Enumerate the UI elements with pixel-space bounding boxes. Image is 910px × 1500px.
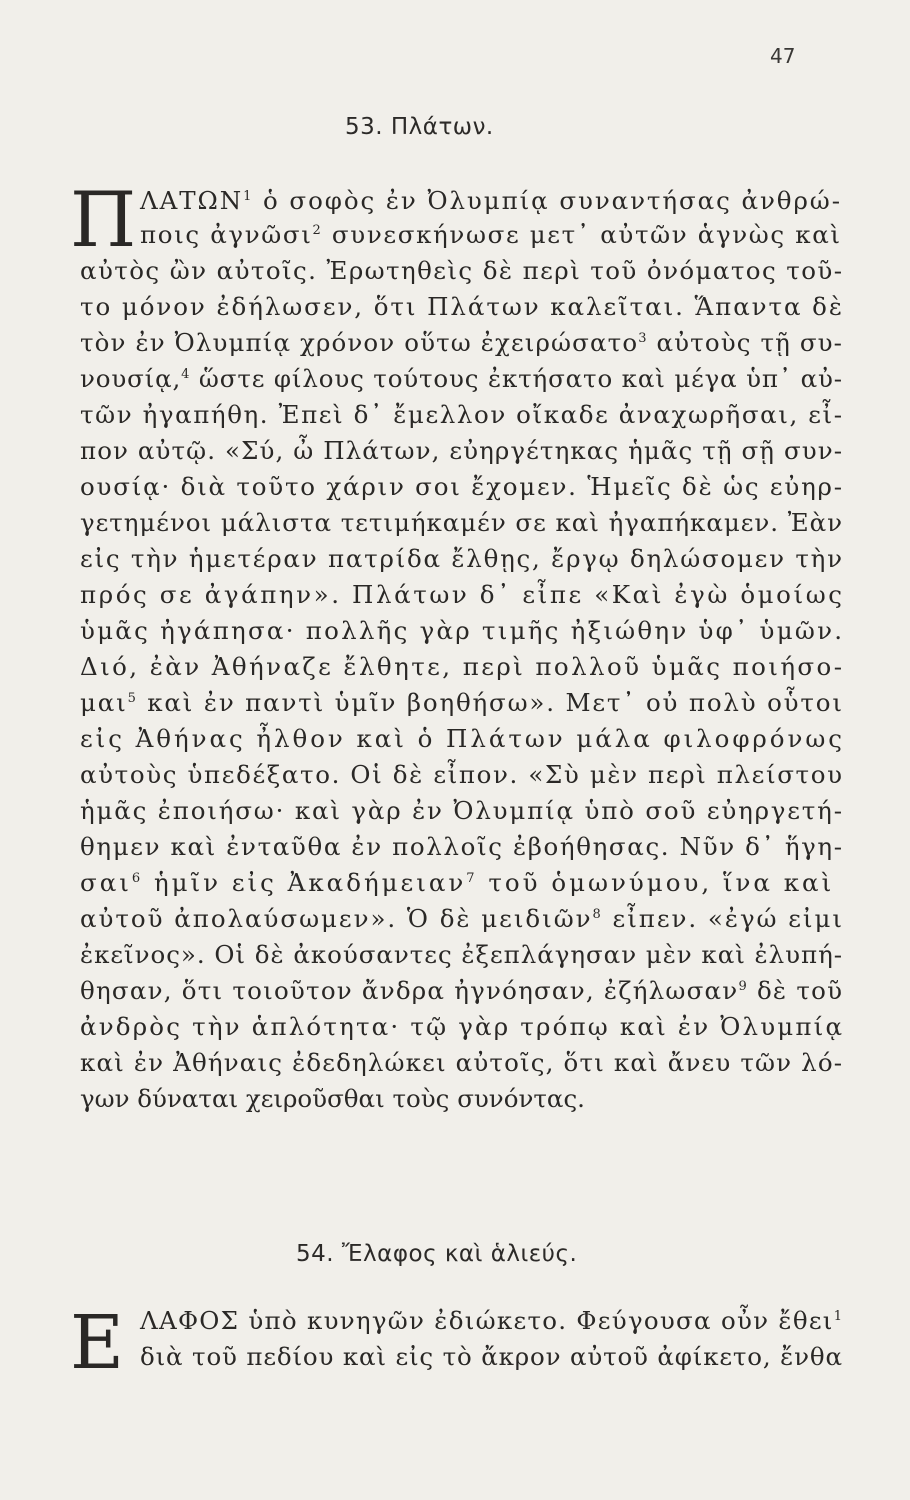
- text-line: [80, 544, 844, 573]
- footnote-marker: 5: [127, 690, 138, 706]
- text-line: [140, 1342, 843, 1371]
- text-run: πρός σε ἀγάπην». Πλάτων δ᾽ εἶπε «Καὶ ἐγὼ ὁμοίως: [80, 580, 845, 609]
- footnote-marker: 2: [312, 222, 323, 238]
- text-run: καὶ ἐν Ἀθήναις ἐδεδηλώκει αὐτοῖς, ὅτι καὶ ἄνευ τῶν λό-: [80, 1048, 844, 1077]
- text-run: ἡμᾶς ἐποιήσω· καὶ γὰρ ἐν Ὀλυμπίᾳ ὑπὸ σοῦ εὐηργετή-: [80, 796, 844, 825]
- text-line: [80, 328, 843, 357]
- text-line: [80, 364, 843, 393]
- text-run: ΛΑΤΩΝ: [140, 186, 244, 215]
- footnote-marker: 8: [592, 906, 603, 922]
- text-line: [80, 292, 844, 321]
- text-run: εἰς τὴν ἡμετέραν πατρίδα ἔλθῃς, ἔργῳ δηλώσομεν τὴν: [80, 544, 844, 573]
- footnote-marker: 7: [466, 870, 478, 886]
- text-run: ΛΑΦΟΣ ὑπὸ κυνηγῶν ἐδιώκετο. Φεύγουσα οὖν ἔθει: [140, 1306, 834, 1335]
- footnote-marker: 9: [738, 978, 748, 994]
- dropcap-initial: Ε: [70, 1300, 125, 1386]
- footnote-marker: 1: [243, 188, 254, 204]
- footnote-marker: 6: [131, 870, 144, 886]
- text-run: σαι: [80, 868, 132, 897]
- text-line: [80, 940, 843, 969]
- text-run: ἐκεῖνος». Οἱ δὲ ἀκούσαντες ἐξεπλάγησαν μὲν καὶ ἐλυπή-: [80, 940, 843, 969]
- footnote-marker: 3: [638, 330, 648, 346]
- text-run: καὶ ἐν παντὶ ὑμῖν βοηθήσω». Μετ᾽ οὐ πολὺ οὗτοι: [137, 688, 844, 717]
- text-run: γετημένοι μάλιστα τετιμήκαμέν σε καὶ ἠγαπήκαμεν. Ἐὰν: [80, 508, 843, 537]
- text-run: εἰς Ἀθήνας ἦλθον καὶ ὁ Πλάτων μάλα φιλοφρόνως: [80, 724, 845, 753]
- text-line: [80, 652, 844, 681]
- text-run: ἀνδρὸς τὴν ἁπλότητα· τῷ γὰρ τρόπῳ καὶ ἐν Ὀλυμπίᾳ: [80, 1012, 845, 1041]
- text-run: το μόνον ἐδήλωσεν, ὅτι Πλάτων καλεῖται. Ἅπαντα δὲ: [80, 292, 844, 321]
- text-line: [80, 724, 845, 753]
- text-run: αὐτοὺς ὑπεδέξατο. Οἱ δὲ εἶπον. «Σὺ μὲν περὶ πλείστου: [80, 760, 844, 789]
- dropcap-initial: Π: [70, 175, 137, 264]
- text-line: [80, 1012, 844, 1041]
- text-line: [80, 436, 843, 465]
- text-line: [80, 616, 844, 645]
- text-line: [140, 186, 842, 215]
- footnote-marker: 1: [833, 1308, 844, 1324]
- text-run: γων δύναται χειροῦσθαι τοὺς συνόντας.: [80, 1084, 585, 1113]
- text-run: νουσίᾳ,: [80, 364, 182, 393]
- text-run: πον αὐτῷ. «Σύ, ὦ Πλάτων, εὐηργέτηκας ἡμᾶς τῇ σῇ συν-: [80, 436, 844, 465]
- text-line: [80, 796, 844, 825]
- text-run: διὰ τοῦ πεδίου καὶ εἰς τὸ ἄκρον αὐτοῦ ἀφίκετο, ἔνθα: [140, 1342, 843, 1371]
- footnote-marker: 4: [181, 366, 191, 382]
- text-line: [140, 220, 842, 249]
- text-line: [80, 472, 844, 501]
- section-heading-53: 53. Πλάτων.: [345, 114, 494, 140]
- text-run: ὥστε φίλους τούτους ἐκτήσατο καὶ μέγα ὑπ᾽ αὐ-: [190, 364, 843, 393]
- text-run: αὐτὸς ὢν αὐτοῖς. Ἐρωτηθεὶς δὲ περὶ τοῦ ὀνόματος τοῦ-: [80, 256, 844, 285]
- page-number: 47: [770, 44, 796, 68]
- text-run: θησαν, ὅτι τοιοῦτον ἄνδρα ἠγνόησαν, ἐζήλωσαν: [80, 976, 739, 1005]
- text-line: [80, 580, 845, 609]
- text-line: [80, 904, 844, 933]
- text-run: τὸν ἐν Ὀλυμπίᾳ χρόνον οὕτω ἐχειρώσατο: [80, 328, 639, 357]
- text-line: [140, 1306, 843, 1335]
- text-run: μαι: [80, 688, 128, 717]
- text-run: συνεσκήνωσε μετ᾽ αὐτῶν ἁγνὼς καὶ: [322, 220, 842, 249]
- section-heading-54: 54. Ἔλαφος καὶ ἁλιεύς.: [296, 1241, 578, 1267]
- text-line: [80, 1084, 585, 1113]
- text-run: αὐτοὺς τῇ συ-: [647, 328, 844, 357]
- text-line: [80, 508, 843, 537]
- text-line: [80, 1048, 843, 1077]
- text-run: ουσίᾳ· διὰ τοῦτο χάριν σοι ἔχομεν. Ἡμεῖς δὲ ὡς εὐηρ-: [80, 472, 844, 501]
- text-run: ἡμῖν εἰς Ἀκαδήμειαν: [143, 868, 467, 897]
- text-run: δὲ τοῦ: [747, 976, 844, 1005]
- text-run: ὑμᾶς ἠγάπησα· πολλῆς γὰρ τιμῆς ἠξιώθην ὑφ᾽ ὑμῶν.: [80, 616, 845, 645]
- text-run: εἶπεν. «ἐγώ εἰμι: [602, 904, 844, 933]
- text-line: [80, 688, 844, 717]
- text-run: ποις ἀγνῶσι: [140, 220, 313, 249]
- text-line: [80, 256, 843, 285]
- text-line: [80, 832, 844, 861]
- text-run: ὁ σοφὸς ἐν Ὀλυμπίᾳ συναντήσας ἀνθρώ-: [253, 186, 842, 215]
- text-line: [80, 760, 844, 789]
- text-line: [80, 400, 844, 429]
- text-run: αὐτοῦ ἀπολαύσωμεν». Ὁ δὲ μειδιῶν: [80, 904, 593, 933]
- text-run: Διό, ἐὰν Ἀθήναζε ἔλθητε, περὶ πολλοῦ ὑμᾶς ποιήσο-: [80, 652, 845, 681]
- text-run: θημεν καὶ ἐνταῦθα ἐν πολλοῖς ἐβοήθησας. Νῦν δ᾽ ἥγη-: [80, 832, 844, 861]
- text-run: τῶν ἠγαπήθη. Ἐπεὶ δ᾽ ἔμελλον οἴκαδε ἀναχωρῆσαι, εἶ-: [80, 400, 844, 429]
- text-run: τοῦ ὁμωνύμου, ἵνα καὶ: [477, 868, 835, 897]
- text-line: [80, 868, 834, 897]
- text-line: [80, 976, 843, 1005]
